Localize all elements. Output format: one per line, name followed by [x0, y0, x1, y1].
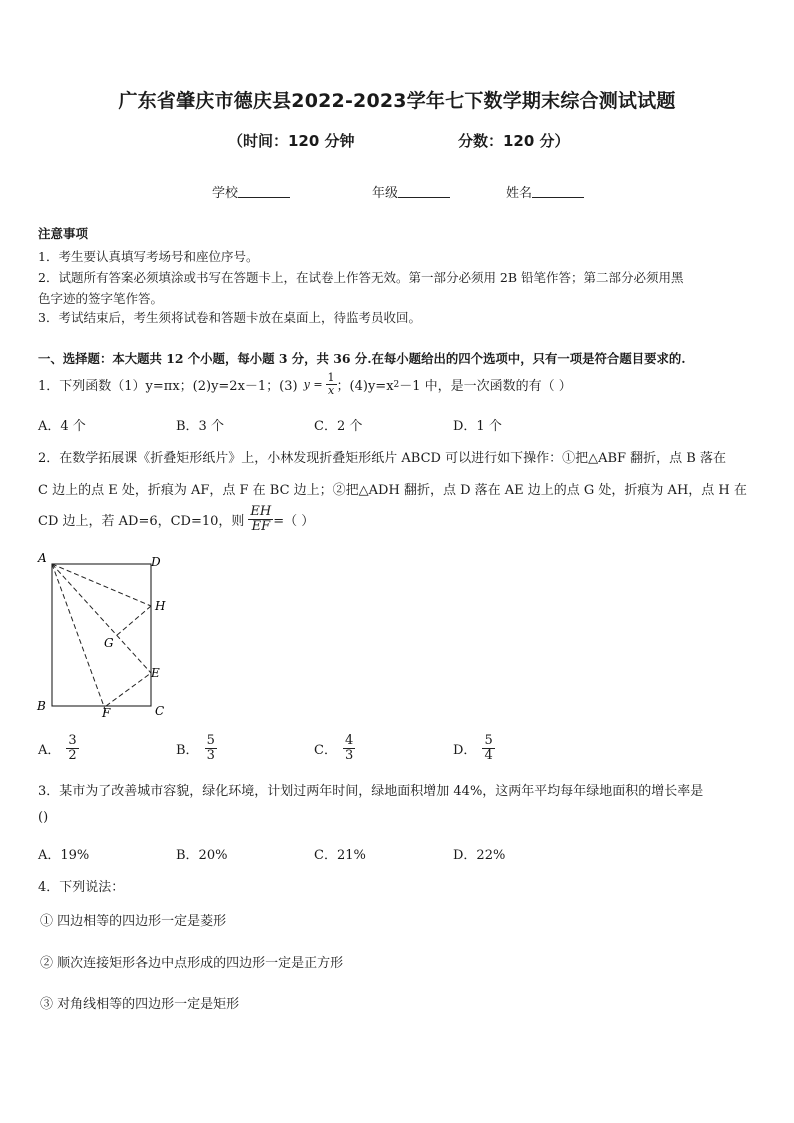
- grade-blank: [398, 185, 450, 198]
- q2-option-b-den: 3: [206, 748, 215, 763]
- q2-option-a-num: 3: [68, 733, 77, 748]
- question-3-line-2: (): [38, 810, 49, 825]
- q1-option-a: A．4 个: [38, 419, 86, 434]
- school-field: [212, 182, 290, 201]
- notice-item: 3．考试结束后，考生须将试卷和答题卡放在桌面上，待监考员收回。: [38, 310, 421, 325]
- q1-text-a: 1．下列函数（1）y=πx；(2)y=2x－1；(3): [38, 379, 298, 394]
- q3-option-a: A．19%: [38, 848, 90, 863]
- q1-option-c: C．2 个: [314, 419, 363, 434]
- section-heading: 一、选择题：本大题共 12 个小题，每小题 3 分，共 36 分.在每小题给出的四个选项中，只有一项是符合题目要求的.: [38, 351, 686, 366]
- grade-field: [372, 182, 450, 201]
- q2-ratio: [248, 505, 273, 534]
- q2-text-b: =（ ）: [273, 514, 315, 529]
- label-d: D: [151, 555, 161, 569]
- question-2-line-1: 2．在数学拓展课《折叠矩形纸片》上，小林发现折叠矩形纸片 ABCD 可以进行如下操作：①把△ABF 翻折，点 B 落在: [38, 451, 726, 466]
- name-blank: [532, 185, 584, 198]
- q2-option-d-den: 4: [484, 748, 493, 763]
- notice-item: 1．考生要认真填写考场号和座位序号。: [38, 249, 259, 264]
- label-b: B: [37, 699, 46, 713]
- q2-text-a: CD 边上，若 AD=6，CD=10，则: [38, 514, 245, 529]
- grade-label: 年级: [372, 186, 399, 201]
- name-field: [506, 182, 584, 201]
- q2-option-a-den: 2: [68, 748, 77, 763]
- school-blank: [238, 185, 290, 198]
- q1-text-c: －1 中，是一次函数的有（ ）: [399, 379, 572, 394]
- q1-frac-num: 1: [327, 371, 335, 384]
- question-4-stem: 4．下列说法：: [38, 880, 125, 895]
- rectangle-fold-figure: [30, 550, 180, 725]
- q1-y-eq: y =: [303, 378, 323, 391]
- q2-option-c-num: 4: [344, 733, 354, 748]
- label-c: C: [155, 704, 165, 718]
- label-e: E: [151, 666, 160, 680]
- segment-hg: [116, 606, 151, 636]
- name-label: 姓名: [506, 186, 533, 201]
- q2-option-b-frac: [205, 734, 217, 763]
- question-2-line-2: C 边上的点 E 处，折痕为 AF，点 F 在 BC 边上；②把△ADH 翻折，点 D 落在 AE 边上的点 G 处，折痕为 AH，点 H 在: [38, 483, 747, 498]
- q2-option-c: [314, 734, 355, 763]
- exam-time: （时间：120 分钟: [228, 132, 355, 150]
- q4-statement-1: ① 四边相等的四边形一定是菱形: [40, 914, 227, 929]
- q2-option-d-num: 5: [484, 733, 493, 748]
- q1-option-b: B．3 个: [176, 419, 224, 434]
- q2-ratio-num: EH: [250, 504, 272, 519]
- q2-option-c-letter: C．: [314, 743, 337, 758]
- q1-sup: 2: [393, 379, 400, 390]
- q2-option-a: [38, 734, 79, 763]
- q2-option-d-letter: D．: [453, 743, 477, 758]
- label-h: H: [155, 599, 166, 613]
- label-a: A: [38, 551, 47, 565]
- segment-fe: [106, 673, 151, 706]
- notice-item: 色字迹的签字笔作答。: [38, 291, 164, 306]
- crease-af: [52, 564, 106, 712]
- q2-ratio-den: EF: [251, 519, 271, 534]
- q2-option-b-letter: B．: [176, 743, 199, 758]
- q2-option-d-frac: [482, 734, 494, 763]
- rectangle-abcd: [52, 564, 151, 706]
- q1-option-d: D．1 个: [453, 419, 502, 434]
- notice-item: 2．试题所有答案必须填涂或书写在答题卡上，在试卷上作答无效。第一部分必须用 2B 铅笔作答；第二部分必须用黑: [38, 270, 684, 285]
- q2-option-d: [453, 734, 495, 763]
- q3-option-c: C．21%: [314, 848, 366, 863]
- notice-title: 注意事项: [38, 226, 89, 241]
- q1-frac-den: x: [327, 384, 335, 397]
- q1-text-b: ；(4)y=x: [336, 379, 394, 394]
- question-3-line-1: 3．某市为了改善城市容貌，绿化环境，计划过两年时间，绿地面积增加 44%，这两年平均每年绿地面积的增长率是: [38, 784, 704, 799]
- school-label: 学校: [212, 186, 239, 201]
- question-2-line-3: [38, 505, 314, 534]
- exam-score: 分数：120 分）: [458, 132, 570, 150]
- q4-statement-3: ③ 对角线相等的四边形一定是矩形: [40, 997, 240, 1012]
- q2-option-b-num: 5: [206, 733, 215, 748]
- q2-option-a-letter: A．: [38, 743, 61, 758]
- label-g: G: [104, 636, 114, 650]
- q2-option-c-den: 3: [344, 748, 354, 763]
- q2-option-b: [176, 734, 217, 763]
- crease-ah: [52, 564, 151, 606]
- label-f: F: [102, 706, 111, 720]
- q4-statement-2: ② 顺次连接矩形各边中点形成的四边形一定是正方形: [40, 956, 344, 971]
- question-1-stem: [38, 372, 572, 397]
- q2-option-c-frac: [343, 734, 355, 763]
- q1-fraction: [326, 372, 337, 397]
- q2-option-a-frac: [66, 734, 78, 763]
- q3-option-b: B．20%: [176, 848, 228, 863]
- page-title: 广东省肇庆市德庆县2022-2023学年七下数学期末综合测试试题: [118, 90, 676, 112]
- q3-option-d: D．22%: [453, 848, 506, 863]
